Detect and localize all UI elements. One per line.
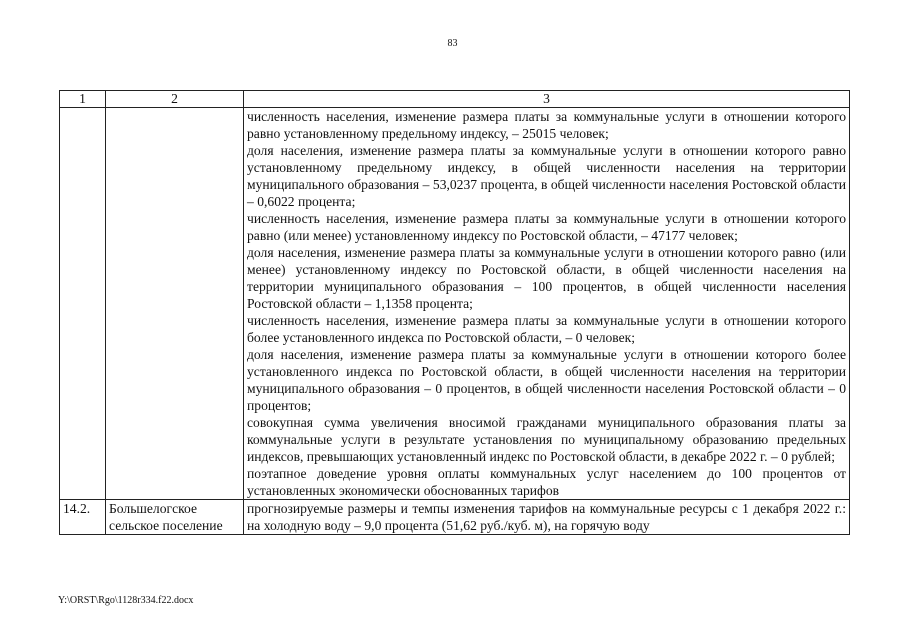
paragraph: доля населения, изменение размера платы за коммунальные услуги в отношении которого равно установленному предельному индексу, в общей численности населения на территории муниципального образования – 53,0237 процента, в общей численности населения Ростовской области – 0,6022 процента; xyxy=(247,143,846,209)
column-header-3: 3 xyxy=(244,91,850,108)
table-row xyxy=(60,500,850,535)
file-path-footer: Y:\ORST\Rgo\1128r334.f22.docx xyxy=(58,595,194,606)
settlement-name-cell: Большелогское сельское поселение xyxy=(106,500,244,535)
paragraph: численность населения, изменение размера платы за коммунальные услуги в отношении которого равно (или менее) установленному индексу по Ростовской области, – 47177 человек; xyxy=(247,211,846,243)
table-row xyxy=(60,108,850,500)
row-content-cell xyxy=(244,500,850,535)
table-header-row xyxy=(60,91,850,108)
document-table xyxy=(59,90,850,535)
paragraph: поэтапное доведение уровня оплаты коммунальных услуг населением до 100 процентов от установленных экономически обоснованных тарифов xyxy=(247,466,846,498)
column-header-2: 2 xyxy=(106,91,244,108)
paragraph: прогнозируемые размеры и темпы изменения тарифов на коммунальные ресурсы с 1 декабря 2022 г.: на холодную воду – 9,0 процента (51,62 руб./куб. м), на горячую воду xyxy=(247,501,846,533)
row-name-cell xyxy=(106,108,244,500)
row-content-cell xyxy=(244,108,850,500)
paragraph: доля населения, изменение размера платы за коммунальные услуги в отношении которого более установленного индекса по Ростовской области, в общей численности населения на территории муниципального образования – 0 процентов, в общей численности населения Ростовской области – 0 процентов; xyxy=(247,347,846,413)
paragraph: численность населения, изменение размера платы за коммунальные услуги в отношении которого равно установленному предельному индексу, – 25015 человек; xyxy=(247,109,846,141)
paragraph: совокупная сумма увеличения вносимой гражданами муниципального образования платы за коммунальные услуги в результате установления по муниципальному образованию предельных индексов, превышающих установленный индекс по Ростовской области, в декабре 2022 г. – 0 рублей; xyxy=(247,415,846,464)
row-number-cell xyxy=(60,108,106,500)
row-number-cell: 14.2. xyxy=(60,500,106,535)
page-number: 83 xyxy=(447,38,458,49)
paragraph: доля населения, изменение размера платы за коммунальные услуги в отношении которого равно (или менее) установленному индексу по Ростовской области, в общей численности населения на территории муниципального образования – 100 процентов, в общей численности населения Ростовской области – 1,1358 процента; xyxy=(247,245,846,311)
paragraph: численность населения, изменение размера платы за коммунальные услуги в отношении которого более установленного индекса по Ростовской области, – 0 человек; xyxy=(247,313,846,345)
column-header-1: 1 xyxy=(60,91,106,108)
